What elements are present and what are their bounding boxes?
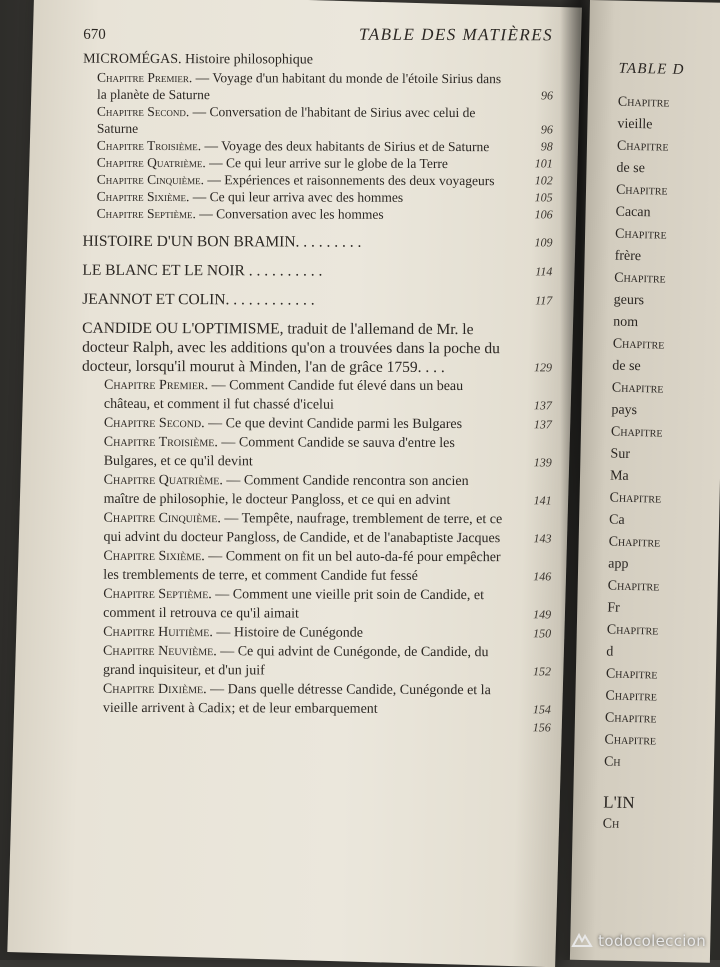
toc-chapter-entry <box>81 509 551 549</box>
right-page-line: Chapitre <box>604 710 657 727</box>
toc-list <box>81 50 553 738</box>
chapter-label: Chapitre Troisième. <box>96 137 202 154</box>
running-head <box>83 24 553 46</box>
right-page-line: vieille <box>617 116 653 133</box>
toc-chapter-entry <box>83 154 553 173</box>
entry-text: — Histoire de Cunégonde <box>212 625 364 641</box>
toc-main-entry <box>83 50 553 71</box>
chapter-label: Chapitre Sixième. <box>96 188 190 205</box>
right-page-line: Chapitre <box>607 578 660 595</box>
right-page-line: Chapitre <box>617 94 670 111</box>
toc-content <box>81 24 553 738</box>
toc-chapter-entry <box>81 680 551 720</box>
entry-page-number: 150 <box>533 626 552 641</box>
right-page-line: de se <box>612 358 641 375</box>
entry-text: — Conversation de l'habitant de Sirius avec celui de Saturne <box>96 104 476 136</box>
right-page-line: pays <box>611 402 638 419</box>
entry-page-number: 101 <box>534 156 553 171</box>
entry-page-number: 149 <box>533 607 552 622</box>
right-page-line: Chapitre <box>608 534 661 551</box>
chapter-label: Chapitre Cinquième. <box>96 171 204 188</box>
right-page-line: Chapitre <box>610 424 663 441</box>
right-page-line: Ma <box>609 468 629 484</box>
right-page-line: Chapitre <box>609 490 662 507</box>
right-page-line: de se <box>616 160 646 177</box>
toc-main-entry <box>82 232 552 253</box>
toc-main-entry <box>82 319 552 378</box>
toc-main-entry <box>82 261 552 282</box>
chapter-label: Chapitre Huitième. <box>103 624 213 641</box>
entry-text: — Comment Candide rencontra son ancien maître de philosophie, le docteur Pangloss, et ce qui en advint <box>103 473 469 509</box>
entry-page-number: 143 <box>533 531 552 546</box>
toc-main-entry <box>82 290 552 311</box>
toc-chapter-entry <box>83 69 553 105</box>
chapter-label: Chapitre Sixième. <box>103 548 205 565</box>
toc-chapter-entry <box>83 137 553 156</box>
toc-chapter-entry <box>82 471 552 511</box>
entry-page-number: 137 <box>533 398 552 413</box>
right-page-line: Chapitre <box>612 336 665 353</box>
entry-page-number: 98 <box>540 139 553 154</box>
right-page-line: d <box>606 644 614 660</box>
entry-text: — Dans quelle détresse Candide, Cunégonde et la vieille arrivent à Cadix; et de leur embarquement <box>102 682 491 717</box>
right-page-line: geurs <box>613 292 645 309</box>
right-page-line: Ch <box>602 816 620 832</box>
left-page <box>7 0 582 967</box>
entry-text: HISTOIRE D'UN BON BRAMIN. . . . . . . . . <box>82 232 362 251</box>
entry-page-number: 156 <box>532 720 551 735</box>
toc-chapter-entry <box>81 623 551 644</box>
chapter-label: Chapitre Second. <box>96 103 190 120</box>
right-page-line: Chapitre <box>604 732 657 749</box>
entry-text: JEANNOT ET COLIN. . . . . . . . . . . . <box>82 290 315 309</box>
right-page-line: frère <box>614 248 642 265</box>
chapter-label: Chapitre Premier. <box>103 377 209 394</box>
right-page-line: Ca <box>608 512 625 528</box>
entry-page-number: 139 <box>533 455 552 470</box>
toc-chapter-entry <box>82 433 552 473</box>
entry-page-number: 137 <box>533 417 552 432</box>
toc-chapter-entry <box>81 547 551 587</box>
right-page-line: L'IN <box>603 792 635 813</box>
entry-page-number: 105 <box>534 190 553 205</box>
chapter-label: Chapitre Premier. <box>97 69 193 86</box>
entry-page-number: 154 <box>532 702 551 717</box>
entry-text: LE BLANC ET LE NOIR . . . . . . . . . . <box>82 261 323 280</box>
right-page-line: Chapitre <box>614 226 667 243</box>
watermark <box>571 932 706 951</box>
entry-text: — Ce qui advint de Cunégonde, de Candide, du grand inquisiteur, et d'un juif <box>102 644 489 679</box>
entry-text: — Comment on fit un bel auto-da-fé pour empêcher les tremblements de terre, et comment Candide fut fessé <box>103 549 501 584</box>
watermark-text: todocoleccion <box>598 931 706 950</box>
entry-text: — Ce que devint Candide parmi les Bulgares <box>204 416 463 433</box>
toc-main-entry <box>81 718 551 738</box>
right-page-line: Sur <box>610 446 631 462</box>
right-page-line: Chapitre <box>614 270 666 287</box>
toc-chapter-entry <box>81 585 551 625</box>
right-page-line: Chapitre <box>605 688 658 705</box>
entry-page-number: 141 <box>533 493 552 508</box>
right-page-line: app <box>608 556 629 572</box>
entry-page-number: 152 <box>532 664 552 679</box>
entry-text: — Voyage d'un habitant du monde de l'étoile Sirius dans la planète de Saturne <box>96 70 502 103</box>
chapter-label: Chapitre Quatrième. <box>103 472 223 489</box>
toc-chapter-entry <box>83 188 553 207</box>
chapter-label: Chapitre Septième. <box>96 205 196 222</box>
right-page-line: Chapitre <box>611 380 664 397</box>
entry-page-number: 146 <box>533 569 552 584</box>
entry-text: — Comment une vieille prit soin de Candide, et comment il retrouva ce qu'il aimait <box>103 587 485 622</box>
right-page-line: Ch <box>603 754 621 770</box>
chapter-label: Chapitre Quatrième. <box>96 154 206 171</box>
entry-page-number: 96 <box>540 88 554 103</box>
entry-text: CANDIDE OU L'OPTIMISME, traduit de l'allemand de Mr. le docteur Ralph, avec les additions qu'on a trouvées dans la poche du docteur, lorsqu'il mourut à Minden, l'an de grâce 1759. . . . <box>82 319 500 376</box>
entry-text: — Voyage des deux habitants de Sirius et de Saturne <box>201 138 490 155</box>
toc-chapter-entry <box>83 205 553 224</box>
right-page-line: nom <box>613 314 639 331</box>
right-page-line: Chapitre <box>616 138 669 155</box>
chapter-label: Chapitre Second. <box>103 415 205 432</box>
right-page-line: Chapitre <box>605 666 658 683</box>
entry-text: — Ce qui leur arrive sur le globe de la Terre <box>205 155 448 172</box>
entry-page-number: 129 <box>534 360 553 375</box>
toc-chapter-entry <box>82 376 552 416</box>
right-page-lines <box>603 92 720 840</box>
right-page-line: Chapitre <box>606 622 659 639</box>
right-page-line: Fr <box>607 600 620 616</box>
entry-text: — Conversation avec les hommes <box>195 206 384 222</box>
chapter-label: Chapitre Troisième. <box>103 434 218 451</box>
toc-chapter-entry <box>81 642 551 682</box>
watermark-logo-icon <box>571 932 593 950</box>
entry-page-number: 117 <box>535 293 553 308</box>
chapter-label: Chapitre Cinquième. <box>103 510 221 527</box>
chapter-label: Chapitre Neuvième. <box>103 643 217 660</box>
running-title: TABLE DES MATIÈRES <box>359 24 554 45</box>
toc-chapter-entry <box>83 171 553 190</box>
chapter-label: Chapitre Dixième. <box>102 681 207 698</box>
right-page <box>570 0 720 963</box>
page-number: 670 <box>83 26 106 43</box>
entry-text: — Comment Candide se sauva d'entre les Bulgares, et ce qu'il devint <box>103 435 455 470</box>
entry-page-number: 109 <box>534 235 553 250</box>
entry-page-number: 106 <box>534 207 553 222</box>
entry-text: — Tempête, naufrage, tremblement de terre, et ce qui advint du docteur Pangloss, de Candide, et de l'anabaptiste Jacques <box>103 511 503 547</box>
entry-page-number: 114 <box>535 264 553 279</box>
entry-text: MICROMÉGAS. Histoire philosophique <box>83 51 313 68</box>
chapter-label: Chapitre Septième. <box>103 586 212 603</box>
right-page-line: Cacan <box>615 204 651 221</box>
entry-text: — Ce qui leur arriva avec des hommes <box>189 189 404 205</box>
toc-chapter-entry <box>82 414 552 435</box>
entry-text: — Expériences et raisonnements des deux voyageurs <box>203 172 495 189</box>
right-page-content <box>603 61 720 840</box>
toc-chapter-entry <box>83 103 553 139</box>
entry-page-number: 102 <box>534 173 553 188</box>
right-page-line: Chapitre <box>615 182 668 199</box>
entry-text: — Comment Candide fut élevé dans un beau château, et comment il fut chassé d'icelui <box>103 378 464 413</box>
entry-page-number: 96 <box>540 122 553 137</box>
right-running-title: TABLE D <box>618 60 685 78</box>
